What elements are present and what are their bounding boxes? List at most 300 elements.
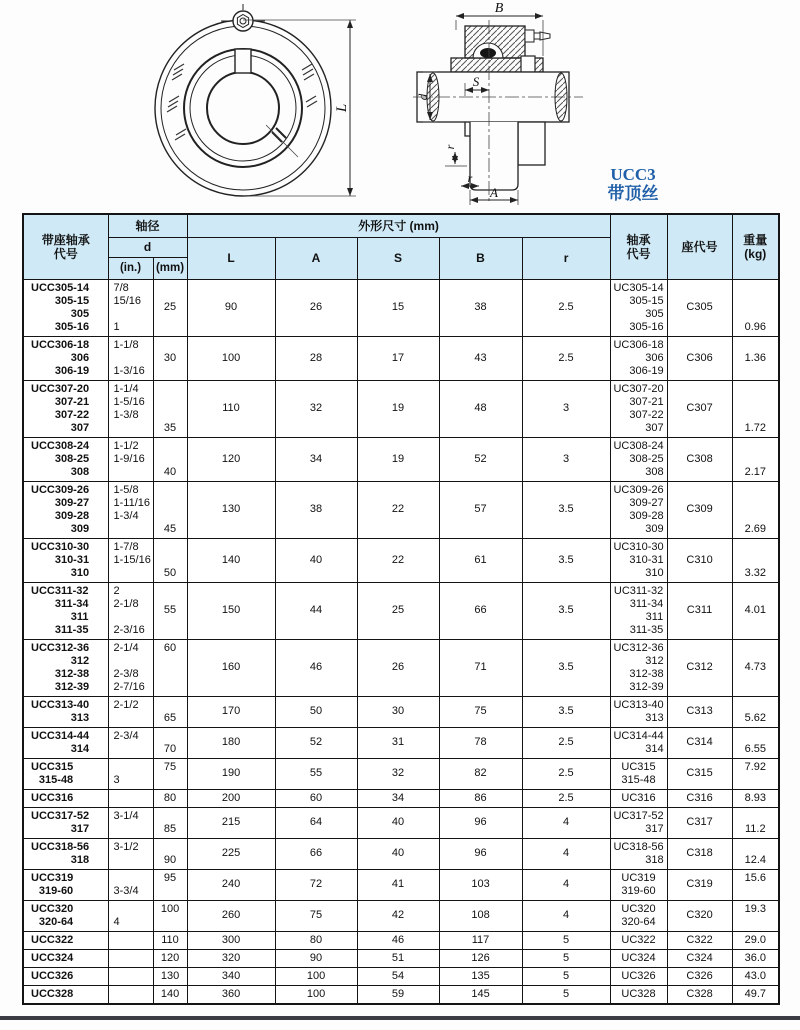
cell-shaft-mm: 55: [153, 582, 187, 639]
header-d: d: [108, 237, 187, 257]
cell-shaft-inch: [108, 869, 153, 900]
cell-dim-S: 40: [357, 807, 439, 838]
bearing-code-line: UC314-44: [613, 729, 664, 742]
bearing-code-line: 312-39: [629, 680, 664, 693]
unit-code-line: 317: [70, 822, 90, 835]
dim-r1: [443, 144, 467, 166]
shaft-inch: [114, 988, 117, 1001]
cell-weight: 49.7: [732, 985, 779, 1004]
shaft-inch: [114, 792, 117, 805]
shaft-inch: [114, 952, 117, 965]
unit-code-line: 312-38: [54, 667, 90, 680]
cell-dim-r: 5: [522, 967, 610, 985]
cell-dim-L: 225: [187, 838, 275, 869]
bearing-code-line: UC308-24: [613, 439, 664, 452]
shaft-inch-line: 2: [113, 584, 120, 597]
bearing-code-line: UC310-30: [613, 540, 664, 553]
cell-dim-L: 215: [187, 807, 275, 838]
cell-dim-B: 86: [439, 789, 522, 807]
cell-dim-L: 150: [187, 582, 275, 639]
shaft-inch: [114, 541, 151, 580]
shaft-inch-line: [114, 567, 151, 580]
unit-code-line: UCC326: [31, 969, 74, 982]
unit-code: [31, 903, 73, 929]
unit-code: [31, 841, 89, 867]
cell-dim-L: 110: [187, 380, 275, 437]
unit-code-line: 311-34: [54, 597, 89, 610]
cell-shaft-inch: [108, 696, 153, 727]
cell-dim-S: 42: [357, 900, 439, 931]
header-inch: (in.): [108, 257, 153, 279]
cell-dim-r: 2.5: [522, 789, 610, 807]
cell-unit-code: [23, 758, 108, 789]
bearing-code-line: 311-34: [629, 597, 664, 610]
cell-unit-code: [23, 380, 108, 437]
bearing-code-line: 314: [645, 742, 664, 755]
shaft-inch-line: 1-5/8: [113, 483, 139, 496]
unit-code-line: 305: [70, 307, 90, 320]
unit-code: [31, 934, 73, 947]
shaft-inch-line: [114, 712, 139, 725]
unit-code-line: UCC316: [31, 791, 74, 804]
shaft-inch: [114, 970, 117, 983]
cell-dim-r: 3.5: [522, 582, 610, 639]
unit-code-line: UCC309-26: [31, 483, 90, 496]
housing-step-right: [518, 122, 545, 165]
shaft-inch-line: 3-1/2: [113, 840, 139, 853]
shaft-inch-line: [114, 308, 142, 321]
cell-unit-code: [23, 538, 108, 582]
header-A: A: [275, 237, 357, 279]
cell-dim-A: 75: [275, 900, 357, 931]
shaft-inch-line: 3: [113, 773, 120, 786]
table-row: [23, 639, 779, 696]
cell-unit-code: [23, 336, 108, 380]
footer-rule: [0, 1016, 800, 1020]
cell-bearing-code: [610, 931, 667, 949]
cell-unit-code: [23, 582, 108, 639]
table-row: [23, 807, 779, 838]
unit-code-line: 309-28: [54, 509, 90, 522]
shaft-inch-line: [114, 934, 117, 947]
shaft-inch-line: 3-1/4: [113, 809, 139, 822]
cell-dim-r: 4: [522, 869, 610, 900]
cell-dim-r: 4: [522, 807, 610, 838]
unit-code-line: 310: [70, 566, 90, 579]
table-row: [23, 696, 779, 727]
cell-dim-B: 135: [439, 967, 522, 985]
cell-dim-B: 48: [439, 380, 522, 437]
cell-shaft-inch: [108, 437, 153, 481]
table-row: [23, 985, 779, 1004]
cell-shaft-mm: 40: [153, 437, 187, 481]
cell-housing-code: C316: [667, 789, 732, 807]
cell-dim-r: 3: [522, 437, 610, 481]
bearing-code-line: 312-38: [629, 667, 664, 680]
bearing-code-line: UC326: [621, 969, 656, 982]
bearing-code-line: UC319: [621, 871, 656, 884]
shaft-inch-line: 1-7/8: [113, 540, 139, 553]
shaft-inch-line: 1-1/4: [113, 382, 139, 395]
bearing-code-line: UC317-52: [613, 809, 664, 822]
bearing-code: [621, 761, 655, 787]
bearing-code-line: 309-28: [629, 509, 664, 522]
cell-dim-S: 19: [357, 380, 439, 437]
unit-code: [31, 383, 89, 435]
shaft-inch-line: [114, 523, 151, 536]
unit-code: [31, 484, 89, 536]
bearing-code-line: 312: [645, 654, 664, 667]
dim-label-r1: r: [443, 144, 457, 150]
cell-dim-B: 103: [439, 869, 522, 900]
header-bearing-code: [610, 214, 667, 279]
shaft-inch: [114, 383, 145, 435]
unit-code-line: UCC320: [31, 902, 74, 915]
spec-table: [22, 213, 780, 1005]
bearing-code-line: UC318-56: [613, 840, 664, 853]
bearing-code: [613, 282, 663, 334]
unit-code: [31, 792, 73, 805]
shaft-inch-line: 1-5/16: [113, 395, 145, 408]
unit-code-line: 307-21: [54, 395, 90, 408]
cell-housing-code: C324: [667, 949, 732, 967]
cell-dim-r: 2.5: [522, 758, 610, 789]
cell-dim-L: 240: [187, 869, 275, 900]
cell-weight: 1.72: [732, 380, 779, 437]
shaft-inch-line: [114, 466, 145, 479]
cell-weight: 43.0: [732, 967, 779, 985]
unit-code-line: 309-27: [54, 496, 90, 509]
bearing-code: [613, 383, 663, 435]
bearing-code-line: UC307-20: [613, 382, 664, 395]
shaft-inch: [114, 642, 145, 694]
cell-housing-code: C305: [667, 279, 732, 336]
cell-dim-B: 126: [439, 949, 522, 967]
unit-code-line: UCC317-52: [31, 809, 90, 822]
table-row: [23, 582, 779, 639]
cell-bearing-code: [610, 437, 667, 481]
unit-code: [31, 699, 89, 725]
cell-dim-B: 96: [439, 807, 522, 838]
table-row: [23, 869, 779, 900]
unit-code-line: 309: [70, 522, 90, 535]
cell-dim-L: 140: [187, 538, 275, 582]
cell-bearing-code: [610, 949, 667, 967]
shaft-inch-line: 1-3/4: [113, 509, 139, 522]
unit-code-line: UCC307-20: [31, 382, 90, 395]
shaft-inch-line: 2-1/2: [113, 698, 139, 711]
shaft-inch-line: 4: [113, 915, 120, 928]
cell-bearing-code: [610, 279, 667, 336]
cell-weight: 8.93: [732, 789, 779, 807]
cell-dim-B: 43: [439, 336, 522, 380]
cell-dim-L: 340: [187, 967, 275, 985]
cell-dim-r: 4: [522, 838, 610, 869]
cell-dim-A: 72: [275, 869, 357, 900]
shaft-inch-line: [114, 611, 145, 624]
bearing-code: [613, 699, 663, 725]
cell-dim-S: 22: [357, 538, 439, 582]
cell-housing-code: C309: [667, 481, 732, 538]
cell-shaft-inch: [108, 538, 153, 582]
cell-dim-A: 100: [275, 985, 357, 1004]
shaft-inch: [114, 841, 139, 867]
cell-dim-S: 34: [357, 789, 439, 807]
header-unit-code-l2: 代号: [53, 246, 78, 261]
cell-housing-code: C326: [667, 967, 732, 985]
unit-code-line: 320-64: [38, 915, 74, 928]
table-row: [23, 789, 779, 807]
cell-dim-r: 3.5: [522, 538, 610, 582]
table-row: [23, 900, 779, 931]
cell-bearing-code: [610, 869, 667, 900]
cell-housing-code: C318: [667, 838, 732, 869]
set-screw-hole: [480, 48, 496, 58]
cell-bearing-code: [610, 967, 667, 985]
shaft-inch: [114, 810, 139, 836]
table-row: [23, 727, 779, 758]
unit-code: [31, 761, 73, 787]
shaft-inch: [114, 440, 145, 479]
cell-dim-r: 2.5: [522, 336, 610, 380]
cell-housing-code: C314: [667, 727, 732, 758]
cell-bearing-code: [610, 639, 667, 696]
bearing-code-line: UC312-36: [613, 641, 664, 654]
cell-bearing-code: [610, 336, 667, 380]
top-set-screw: [221, 4, 265, 31]
bearing-code-line: UC315: [621, 760, 656, 773]
cell-dim-A: 50: [275, 696, 357, 727]
bearing-code-line: UC305-14: [613, 281, 664, 294]
unit-code: [31, 810, 89, 836]
shaft-inch-line: [114, 970, 117, 983]
series-label-line1: UCC3: [610, 165, 656, 184]
cell-dim-S: 40: [357, 838, 439, 869]
cell-housing-code: C313: [667, 696, 732, 727]
cell-shaft-inch: [108, 481, 153, 538]
header-weight-l1: 重量: [743, 232, 768, 247]
unit-code: [31, 952, 73, 965]
cell-weight: 3.32: [732, 538, 779, 582]
bearing-code-line: 305: [645, 307, 664, 320]
shaft-inch-line: [114, 952, 117, 965]
cell-dim-S: 15: [357, 279, 439, 336]
shaft-inch-line: [114, 792, 117, 805]
cell-unit-code: [23, 696, 108, 727]
cell-housing-code: C306: [667, 336, 732, 380]
cell-shaft-inch: [108, 336, 153, 380]
shaft-inch-line: 2-3/4: [113, 729, 139, 742]
header-B: B: [439, 237, 522, 279]
cell-dim-B: 61: [439, 538, 522, 582]
cell-dim-A: 34: [275, 437, 357, 481]
grease-fitting: [525, 30, 550, 42]
shaft-inch-line: 1-3/8: [113, 408, 139, 421]
cell-shaft-inch: [108, 838, 153, 869]
cell-shaft-mm: 75: [153, 758, 187, 789]
cell-housing-code: C311: [667, 582, 732, 639]
unit-code-line: 306: [70, 351, 90, 364]
shaft-inch-line: 1-3/16: [113, 364, 145, 377]
cell-dim-B: 38: [439, 279, 522, 336]
cell-dim-L: 130: [187, 481, 275, 538]
cell-dim-A: 44: [275, 582, 357, 639]
bearing-code-line: 311-35: [629, 623, 664, 636]
unit-code-line: 308-25: [54, 452, 90, 465]
bearing-code: [621, 970, 655, 983]
unit-code: [31, 730, 89, 756]
unit-code-line: 305-15: [54, 294, 90, 307]
cell-dim-B: 117: [439, 931, 522, 949]
cell-dim-r: 3.5: [522, 639, 610, 696]
cell-dim-B: 57: [439, 481, 522, 538]
cell-dim-A: 38: [275, 481, 357, 538]
header-unit-code: [23, 214, 108, 279]
cell-dim-A: 60: [275, 789, 357, 807]
cell-dim-S: 51: [357, 949, 439, 967]
cell-shaft-mm: 50: [153, 538, 187, 582]
cell-bearing-code: [610, 727, 667, 758]
front-view-svg: [138, 4, 366, 206]
unit-code: [31, 282, 89, 334]
cell-dim-A: 32: [275, 380, 357, 437]
table-row: [23, 931, 779, 949]
cell-bearing-code: [610, 838, 667, 869]
shaft-inch: [114, 761, 120, 787]
unit-code: [31, 585, 88, 637]
cell-dim-r: 4: [522, 900, 610, 931]
bearing-code-line: UC324: [621, 951, 656, 964]
cell-dim-B: 78: [439, 727, 522, 758]
shaft-inch-line: 7/8: [113, 281, 129, 294]
cell-dim-S: 59: [357, 985, 439, 1004]
unit-code-line: 313: [70, 711, 90, 724]
unit-code-line: 308: [70, 465, 90, 478]
cell-unit-code: [23, 481, 108, 538]
dim-label-r2: r: [467, 171, 473, 185]
spec-table-body: [23, 279, 779, 1004]
bearing-code-line: UC306-18: [613, 338, 664, 351]
cell-housing-code: C319: [667, 869, 732, 900]
cell-bearing-code: [610, 758, 667, 789]
shaft-inch: [114, 484, 151, 536]
header-weight: [732, 214, 779, 279]
cell-unit-code: [23, 869, 108, 900]
cell-weight: 15.6: [732, 869, 779, 900]
cell-shaft-mm: 100: [153, 900, 187, 931]
bearing-code-line: 319-60: [621, 884, 656, 897]
cell-dim-B: 145: [439, 985, 522, 1004]
cell-unit-code: [23, 639, 108, 696]
cell-dim-A: 55: [275, 758, 357, 789]
unit-code-line: 312: [70, 654, 90, 667]
shaft-inch-line: 2-7/16: [113, 680, 145, 693]
cell-dim-L: 260: [187, 900, 275, 931]
cell-dim-L: 100: [187, 336, 275, 380]
bearing-code-line: UC320: [621, 902, 656, 915]
cell-shaft-inch: [108, 949, 153, 967]
unit-code-line: 315-48: [38, 773, 74, 786]
table-row: [23, 758, 779, 789]
bearing-code-line: 309: [645, 522, 664, 535]
bearing-front-view: [138, 4, 366, 206]
cell-weight: 12.4: [732, 838, 779, 869]
header-S: S: [357, 237, 439, 279]
cell-bearing-code: [610, 582, 667, 639]
unit-code: [31, 440, 89, 479]
cell-shaft-mm: 95: [153, 869, 187, 900]
shaft-inch-line: 1-1/8: [113, 338, 139, 351]
bearing-code: [621, 872, 655, 898]
cell-weight: 4.73: [732, 639, 779, 696]
shaft-inch-line: [114, 854, 139, 867]
shaft-inch-line: [114, 761, 120, 774]
cell-dim-S: 19: [357, 437, 439, 481]
unit-code-line: 307: [70, 421, 90, 434]
shaft-inch: [114, 934, 117, 947]
cell-dim-L: 160: [187, 639, 275, 696]
unit-code-line: UCC322: [31, 933, 74, 946]
cell-dim-S: 41: [357, 869, 439, 900]
cell-shaft-mm: 140: [153, 985, 187, 1004]
table-row: [23, 538, 779, 582]
dim-label-L: L: [334, 103, 350, 113]
cell-weight: 7.92: [732, 758, 779, 789]
cell-shaft-inch: [108, 789, 153, 807]
bearing-code-line: 315-48: [621, 773, 656, 786]
cell-dim-r: 2.5: [522, 727, 610, 758]
cell-shaft-inch: [108, 985, 153, 1004]
header-housing-code: 座代号: [667, 214, 732, 279]
header-weight-l2: (kg): [744, 246, 767, 261]
cell-dim-A: 64: [275, 807, 357, 838]
bearing-code-line: 320-64: [621, 915, 656, 928]
bearing-code-line: 307-21: [629, 395, 664, 408]
shaft-inch-line: [114, 422, 145, 435]
cell-housing-code: C328: [667, 985, 732, 1004]
unit-code-line: 318: [70, 853, 90, 866]
cell-unit-code: [23, 949, 108, 967]
cell-shaft-inch: [108, 758, 153, 789]
cell-weight: 5.62: [732, 696, 779, 727]
cell-dim-L: 200: [187, 789, 275, 807]
cell-unit-code: [23, 931, 108, 949]
cell-shaft-mm: 25: [153, 279, 187, 336]
table-row: [23, 279, 779, 336]
bearing-code: [613, 730, 663, 756]
header-shaft-dia: 轴径: [108, 214, 187, 237]
shaft-inch-line: 2-3/8: [113, 667, 139, 680]
shaft-inch-line: 1-9/16: [113, 452, 145, 465]
housing-cylinder: [467, 122, 518, 190]
shaft-inch: [114, 903, 120, 929]
cell-weight: 29.0: [732, 931, 779, 949]
unit-code-line: UCC318-56: [31, 840, 90, 853]
unit-code-line: 307-22: [54, 408, 90, 421]
cell-dim-A: 46: [275, 639, 357, 696]
unit-code-line: UCC328: [31, 987, 74, 1000]
cell-dim-B: 66: [439, 582, 522, 639]
cell-dim-B: 52: [439, 437, 522, 481]
cell-unit-code: [23, 789, 108, 807]
shaft-inch-line: 1-15/16: [113, 553, 151, 566]
bearing-code-line: 308-25: [629, 452, 664, 465]
cell-shaft-mm: 90: [153, 838, 187, 869]
unit-code-line: 319-60: [38, 884, 74, 897]
cell-shaft-mm: 85: [153, 807, 187, 838]
unit-code: [31, 541, 89, 580]
table-row: [23, 949, 779, 967]
